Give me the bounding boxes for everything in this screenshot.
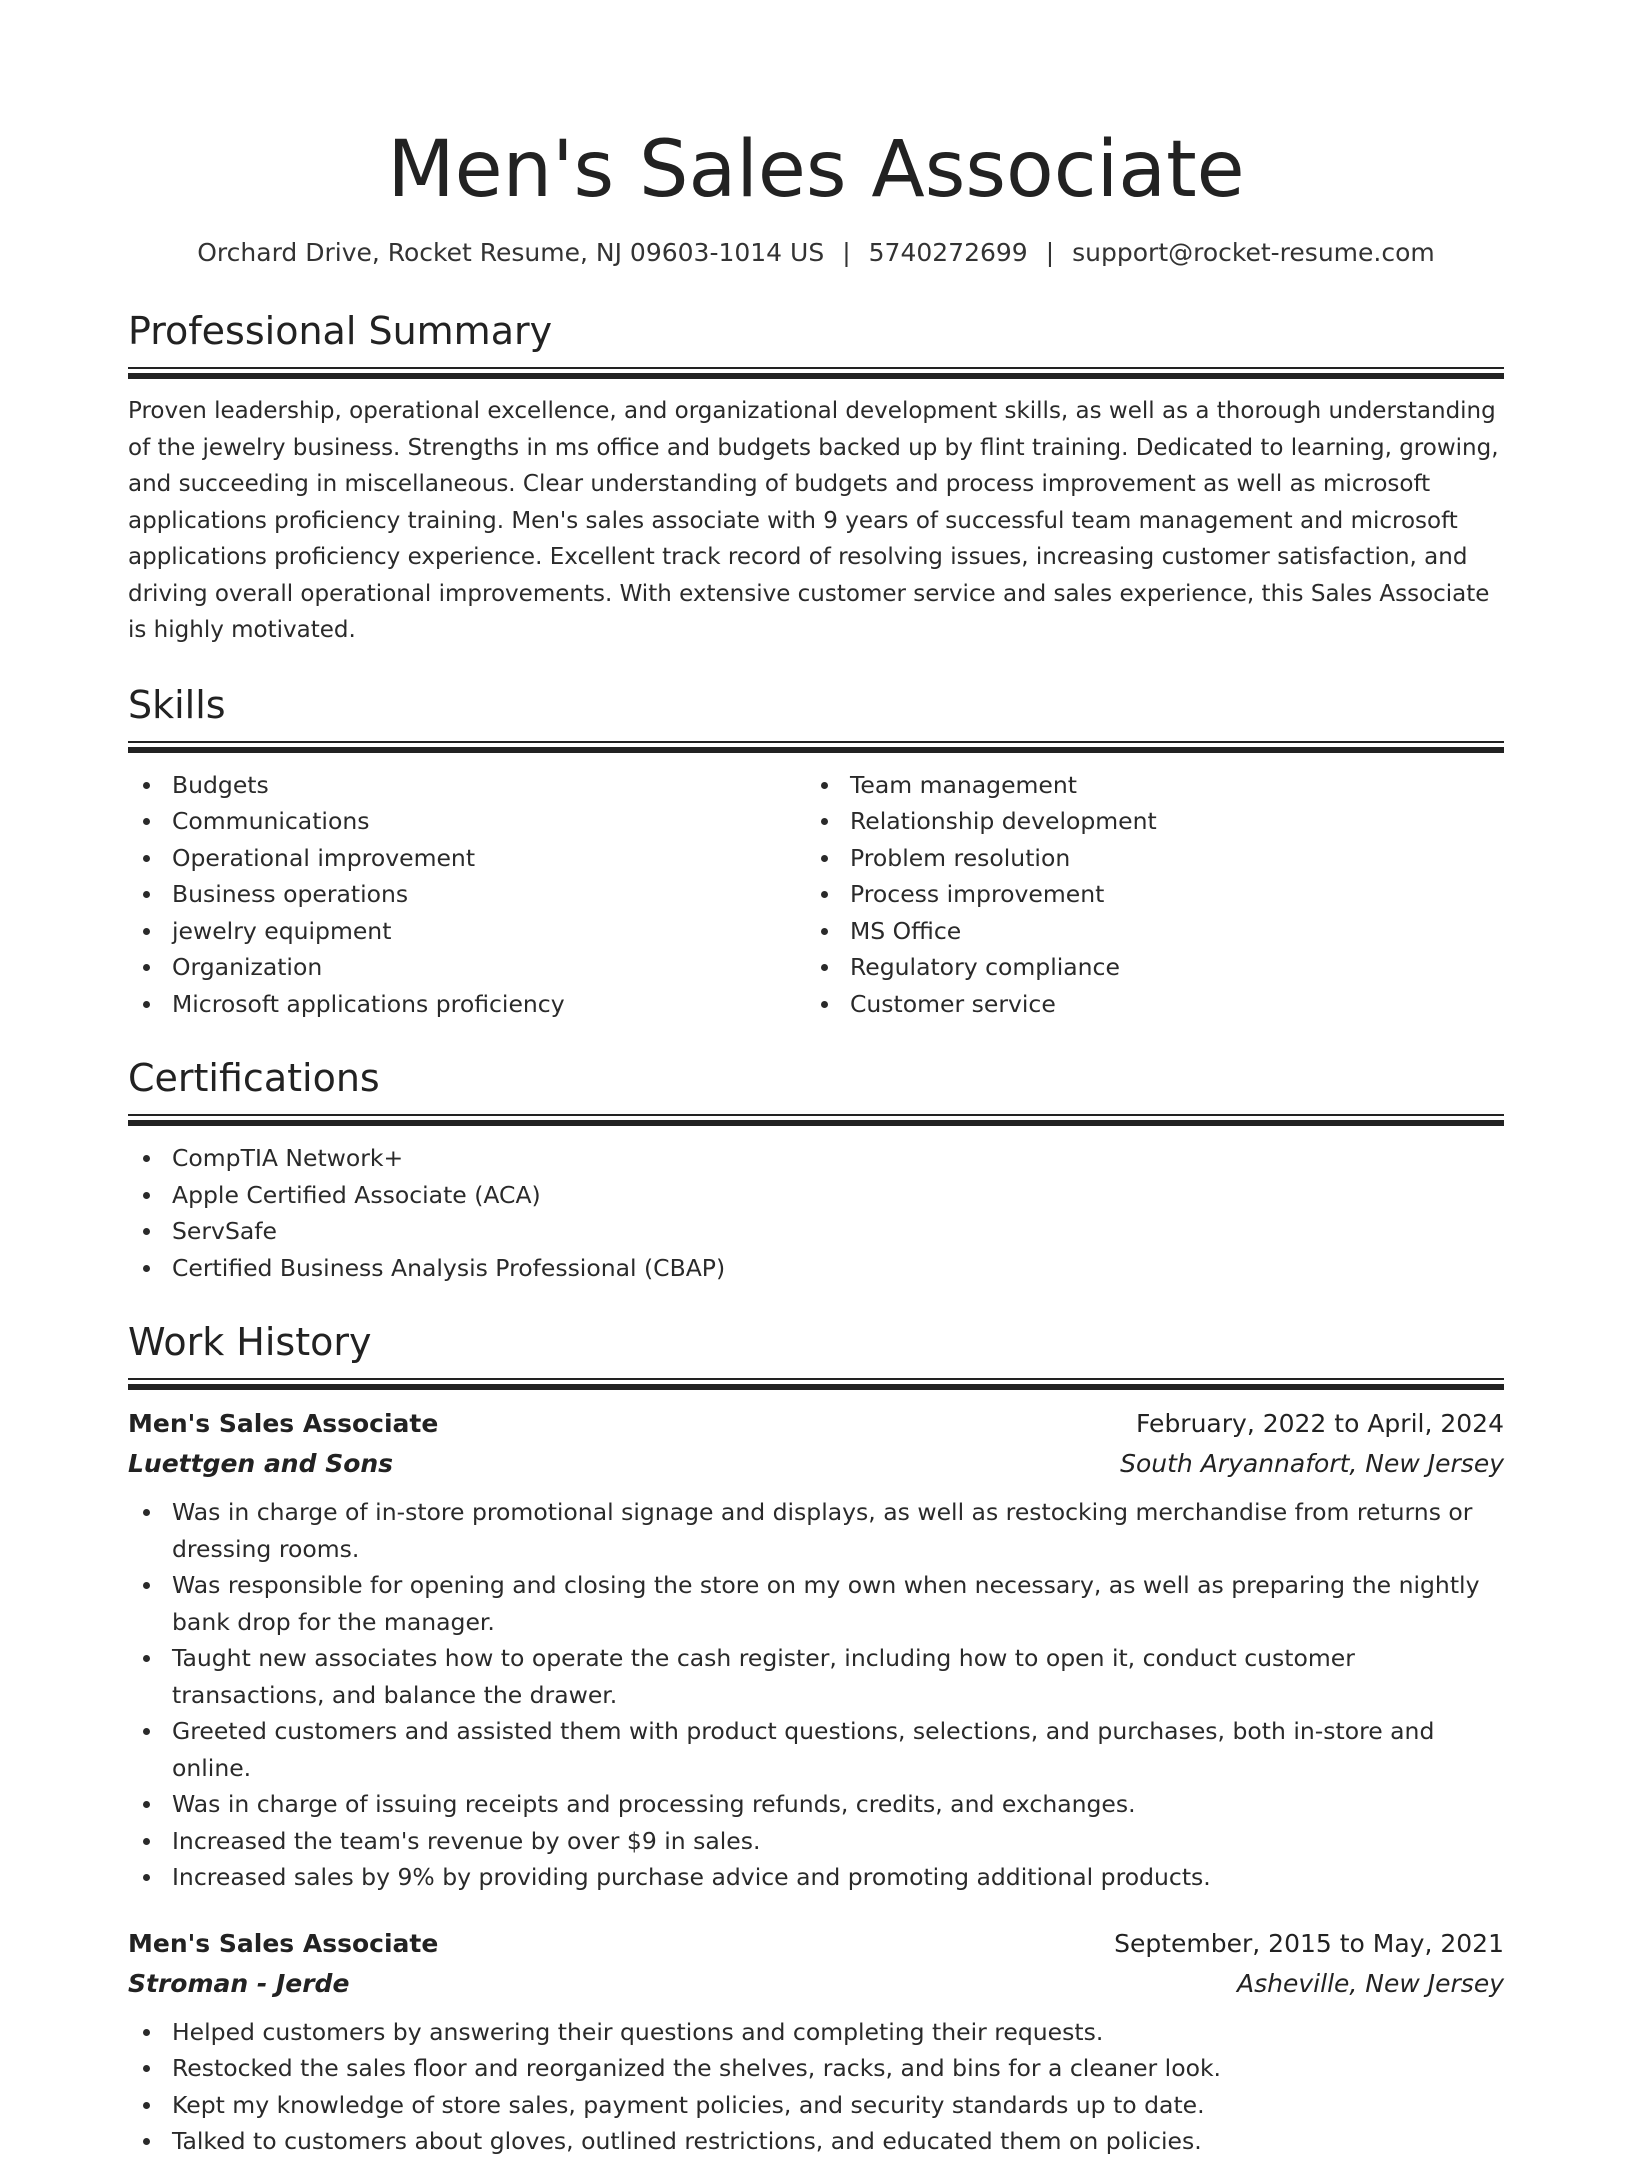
job-bullet: Was responsible for opening and closing the store on my own when necessary, as well as preparing the nightly bank drop for the manager.: [128, 1567, 1504, 1640]
contact-phone: 5740272699: [868, 238, 1028, 267]
job-subheader: [128, 1444, 1504, 1484]
section-title-summary: Professional Summary: [128, 309, 553, 353]
skills-columns: [128, 767, 1504, 1023]
skill-item: Operational improvement: [128, 840, 806, 877]
skill-item: Budgets: [128, 767, 806, 804]
section-divider: [128, 1378, 1504, 1390]
skill-item: Process improvement: [806, 876, 1484, 913]
certification-item: Certified Business Analysis Professional (CBAP): [128, 1250, 1504, 1287]
job-header: [128, 1404, 1504, 1444]
skill-item: MS Office: [806, 913, 1484, 950]
job-entry: [128, 1924, 1504, 2160]
job-subheader: [128, 1964, 1504, 2004]
summary-section: [128, 305, 1504, 649]
job-bullet: Restocked the sales floor and reorganized the shelves, racks, and bins for a cleaner look.: [128, 2050, 1504, 2087]
job-bullet: Increased sales by 9% by providing purchase advice and promoting additional products.: [128, 1859, 1504, 1896]
job-bullet: Was in charge of issuing receipts and processing refunds, credits, and exchanges.: [128, 1786, 1504, 1823]
certifications-list: [128, 1140, 1504, 1286]
certification-item: Apple Certified Associate (ACA): [128, 1177, 1504, 1214]
job-title: Men's Sales Associate: [128, 1928, 439, 1958]
skill-item: Microsoft applications proficiency: [128, 986, 806, 1023]
job-company: Stroman - Jerde: [128, 1968, 350, 1998]
job-entry: [128, 1404, 1504, 1896]
job-bullet: Helped customers by answering their questions and completing their requests.: [128, 2014, 1504, 2051]
resume-name: Men's Sales Associate: [387, 125, 1245, 215]
section-divider: [128, 367, 1504, 379]
summary-text: Proven leadership, operational excellence, and organizational development skills, as well as a thorough understanding of the jewelry business. Strengths in ms office and budgets backed up by flint training. Dedicated to learning, growing, and succeeding in miscellaneous. Clear understanding of budgets and process improvement as well as microsoft applications proficiency training. Men's sales associate with 9 years of successful team management and microsoft applications proficiency experience. Excellent track record of resolving issues, increasing customer satisfaction, and driving overall operational improvements. With extensive customer service and sales experience, this Sales Associate is highly motivated.: [128, 398, 1499, 643]
skill-item: Regulatory compliance: [806, 949, 1484, 986]
job-dates: February, 2022 to April, 2024: [1136, 1409, 1504, 1438]
section-title-certifications: Certifications: [128, 1056, 380, 1100]
job-bullet: Was in charge of in-store promotional signage and displays, as well as restocking merchandise from returns or dressing rooms.: [128, 1494, 1504, 1567]
certifications-section: [128, 1052, 1504, 1286]
job-bullet: Talked to customers about gloves, outlined restrictions, and educated them on policies.: [128, 2123, 1504, 2160]
skill-item: Problem resolution: [806, 840, 1484, 877]
skills-list-right: [806, 767, 1484, 1023]
certification-item: CompTIA Network+: [128, 1140, 1504, 1177]
section-title-skills: Skills: [128, 682, 226, 727]
skill-item: jewelry equipment: [128, 913, 806, 950]
contact-line: [128, 236, 1504, 270]
job-bullet-list: [128, 2014, 1504, 2160]
job-bullet: Greeted customers and assisted them with product questions, selections, and purchases, both in-store and online.: [128, 1713, 1504, 1786]
skill-item: Relationship development: [806, 803, 1484, 840]
job-bullet: Increased the team's revenue by over $9 in sales.: [128, 1823, 1504, 1860]
job-company: Luettgen and Sons: [128, 1449, 394, 1478]
job-title: Men's Sales Associate: [128, 1409, 439, 1438]
skill-item: Communications: [128, 803, 806, 840]
job-bullet: Taught new associates how to operate the cash register, including how to open it, conduct customer transactions, and balance the drawer.: [128, 1640, 1504, 1713]
contact-separator: |: [1045, 238, 1055, 267]
certification-item: ServSafe: [128, 1213, 1504, 1250]
work-history-section: [128, 1316, 1504, 2160]
skill-item: Customer service: [806, 986, 1484, 1023]
contact-address: Orchard Drive, Rocket Resume, NJ 09603-1014 US: [197, 238, 825, 267]
job-bullet: Kept my knowledge of store sales, payment policies, and security standards up to date.: [128, 2087, 1504, 2124]
contact-separator: |: [842, 238, 851, 267]
job-bullet-list: [128, 1494, 1504, 1896]
contact-email: support@rocket-resume.com: [1072, 238, 1435, 267]
section-title-work-history: Work History: [128, 1320, 372, 1364]
skill-item: Organization: [128, 949, 806, 986]
job-dates: September, 2015 to May, 2021: [1114, 1928, 1504, 1958]
resume-page: [128, 0, 1504, 2160]
job-location: Asheville, New Jersey: [1237, 1968, 1504, 1998]
job-location: South Aryannafort, New Jersey: [1120, 1449, 1504, 1478]
section-divider: [128, 741, 1504, 753]
skills-section: [128, 679, 1504, 1023]
job-header: [128, 1924, 1504, 1964]
skill-item: Team management: [806, 767, 1484, 804]
section-divider: [128, 1114, 1504, 1126]
skill-item: Business operations: [128, 876, 806, 913]
skills-list-left: [128, 767, 806, 1023]
